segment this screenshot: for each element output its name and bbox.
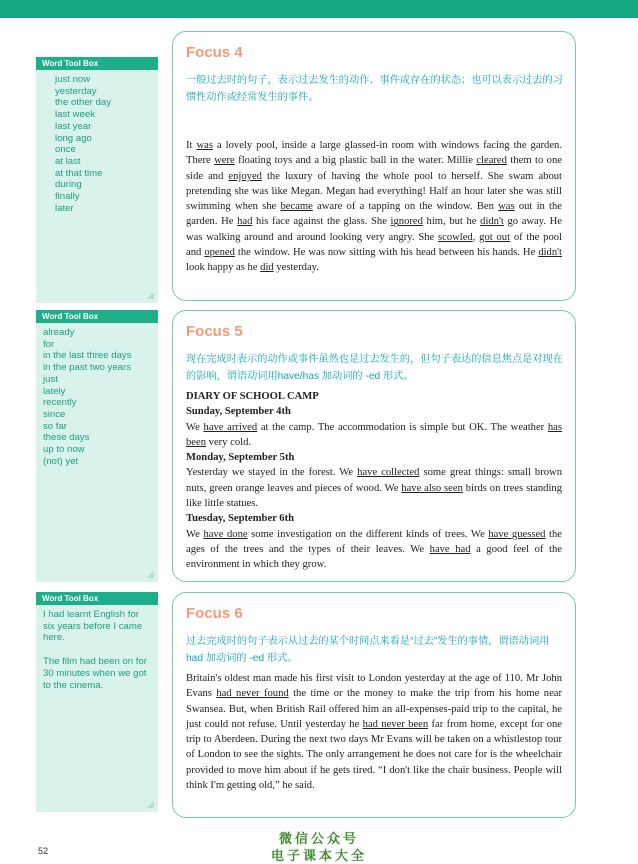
diary-passage (186, 389, 562, 573)
highlighted-verb: have had (429, 543, 471, 555)
passage-text: the luxury of having the whole pool to herself. She swam about pretending she was like Megan. Megan had everything! Half an hour later she was still swimming when she (186, 170, 562, 213)
focus-title: Focus 6 (186, 605, 243, 622)
passage-text: aware of a tapping on the window. Ben (312, 201, 499, 213)
passage-text: very cold. (206, 436, 252, 448)
diary-title: DIARY OF SCHOOL CAMP (186, 391, 319, 402)
word-tool-box-title: Word Tool Box (36, 310, 158, 323)
highlighted-verb: got out (479, 231, 511, 243)
passage-text: at the camp. The accommodation is simple but OK. The weather (257, 421, 548, 433)
word-tool-item: later (55, 202, 74, 214)
top-color-band (0, 0, 638, 18)
passage-text: the window. He was now sitting with his head between his hands. He (234, 247, 539, 259)
word-tool-item: finally (55, 191, 80, 203)
word-tool-box-example: I had learnt English for six years before I came here. (43, 609, 143, 644)
passage-text: yesterday. (273, 262, 319, 274)
page-number: 52 (38, 846, 49, 856)
highlighted-verb: opened (204, 247, 235, 259)
passage-text: go away. He was walking around and around looking very angry. She (186, 216, 562, 243)
example-passage (186, 138, 562, 276)
highlighted-verb: cleared (476, 155, 507, 167)
passage-text: look happy as he (186, 262, 261, 274)
diary-date: Sunday, September 4th (186, 406, 291, 418)
passage-text: the time or the money to make the trip from his home near Swansea. But, when British Rail offered him an all-expenses-paid trip to the capital, he just could not refuse. Until yesterday he (186, 688, 562, 730)
word-tool-item: these days (43, 432, 90, 444)
page-fold-corner (147, 571, 154, 578)
passage-text: , (472, 231, 480, 243)
passage-text: a good feel of the environment in which they grow. (186, 543, 562, 571)
page-fold-corner (147, 801, 154, 808)
focus-6-panel (172, 592, 576, 818)
focus-title: Focus 5 (186, 323, 243, 340)
word-tool-item: yesterday (55, 85, 97, 97)
passage-text: floating toys and a big plastic ball in the water. Millie (234, 155, 477, 167)
highlighted-verb: enjoyed (228, 170, 262, 182)
passage-text: birds on trees standing like little statues. (186, 482, 562, 510)
word-tool-item: last week (55, 109, 95, 121)
highlighted-verb: had (237, 216, 253, 228)
passage-text: We (186, 528, 204, 540)
diary-entry (186, 527, 562, 573)
page-fold-corner (147, 292, 154, 299)
word-tool-item: lately (43, 385, 66, 397)
highlighted-verb: have done (203, 528, 248, 540)
focus-5-panel (172, 310, 576, 582)
highlighted-verb: didn't (538, 247, 562, 259)
grammar-explanation: 过去完成时的句子表示从过去的某个时间点来看是“过去”发生的事情，谓语动词用had 加动词的 -ed 形式。 (186, 636, 550, 664)
word-tool-box-example: The film had been on for 30 minutes when we got to the cinema. (43, 656, 147, 691)
highlighted-verb: had never found (216, 688, 289, 700)
word-tool-box-list (36, 70, 158, 214)
highlighted-verb: was (498, 201, 515, 213)
word-tool-item: for (43, 338, 55, 350)
highlighted-verb: became (280, 201, 313, 213)
highlighted-verb: was (196, 140, 213, 151)
word-tool-item: at that time (55, 167, 103, 179)
word-tool-box-2 (36, 310, 158, 582)
word-tool-item: recently (43, 397, 77, 409)
word-tool-box-3 (36, 592, 158, 812)
word-tool-item: already (43, 327, 75, 338)
diary-entry (186, 465, 562, 511)
highlighted-verb: scowled (438, 231, 473, 243)
passage-text: him, but he (422, 216, 481, 228)
watermark-line: 电子课本大全 (270, 849, 367, 864)
passage-text: them to one side and (186, 155, 562, 182)
example-passage (186, 671, 562, 793)
focus-4-panel (172, 31, 576, 301)
passage-text: out in the garden. He (186, 201, 562, 228)
passage-text: some investigation on the different kinds of trees. We (247, 528, 489, 540)
word-tool-item: in the last three days (43, 350, 132, 362)
word-tool-item: during (55, 179, 82, 191)
passage-text: some great things: small brown nuts, green orange leaves and pieces of wood. We (186, 467, 562, 494)
highlighted-verb: have also seen (401, 482, 463, 494)
word-tool-item: last year (55, 120, 92, 132)
diary-entry (186, 420, 562, 451)
passage-text: Britain's oldest man made his first visit to London yesterday at the age of 110. Mr John Evans (186, 673, 562, 700)
watermark-line: 微信公众号 (278, 832, 359, 847)
word-tool-item: since (43, 408, 66, 420)
highlighted-verb: had never been (362, 718, 429, 730)
passage-text: the ages of the trees and the types of their leaves. We (186, 528, 563, 555)
passage-text: far from home, except for one trip to Aberdeen. During the next two days Mr Evans will be taken on a whistlestop tour of London to see the sights. The only arrangement he does not care for is the wheelchair provided to move him about if he gets tired. “I don't like the chair business. People will think I'm getting old,” he said. (186, 718, 562, 792)
word-tool-item: just now (55, 74, 91, 85)
word-tool-item: up to now (43, 444, 85, 456)
highlighted-verb: have arrived (203, 421, 258, 433)
passage-text: Yesterday we stayed in the forest. We (186, 467, 358, 479)
word-tool-item: long ago (55, 132, 92, 144)
grammar-explanation: 一般过去时的句子，表示过去发生的动作、事件或存在的状态；也可以表示过去的习惯性动作或经常发生的事件。 (186, 75, 563, 103)
passage-text: a lovely pool, inside a large glassed-in room with windows facing the garden. There (186, 140, 562, 167)
word-tool-box-1 (36, 57, 158, 303)
word-tool-box-title: Word Tool Box (36, 57, 158, 70)
diary-date: Tuesday, September 6th (186, 513, 295, 525)
word-tool-item: so far (43, 420, 67, 432)
passage-text: his face against the glass. She (252, 216, 391, 228)
highlighted-verb: have guessed (488, 528, 546, 540)
focus-title: Focus 4 (186, 44, 243, 61)
word-tool-item: just (43, 373, 58, 385)
highlighted-verb: have collected (357, 467, 420, 479)
grammar-explanation: 现在完成时表示的动作或事件虽然也是过去发生的，但句子表达的信息焦点是对现在的影响，谓语动词用have/has 加动词的 -ed 形式。 (186, 354, 563, 382)
word-tool-item: in the past two years (43, 362, 131, 374)
word-tool-box-list (36, 323, 158, 467)
passage-text: We (186, 421, 204, 433)
highlighted-verb: were (214, 155, 235, 167)
highlighted-verb: ignored (390, 216, 423, 228)
word-tool-item: (not) yet (43, 455, 79, 467)
passage-text: of the pool and (186, 231, 562, 259)
word-tool-box-title: Word Tool Box (36, 592, 158, 605)
passage-text: It (186, 140, 197, 151)
highlighted-verb: didn't (480, 216, 504, 228)
word-tool-item: the other day (55, 97, 112, 109)
highlighted-verb: did (260, 262, 274, 274)
word-tool-item: at last (55, 155, 81, 167)
highlighted-verb: has been (186, 421, 562, 448)
word-tool-item: once (55, 144, 76, 156)
diary-date: Monday, September 5th (186, 452, 295, 464)
